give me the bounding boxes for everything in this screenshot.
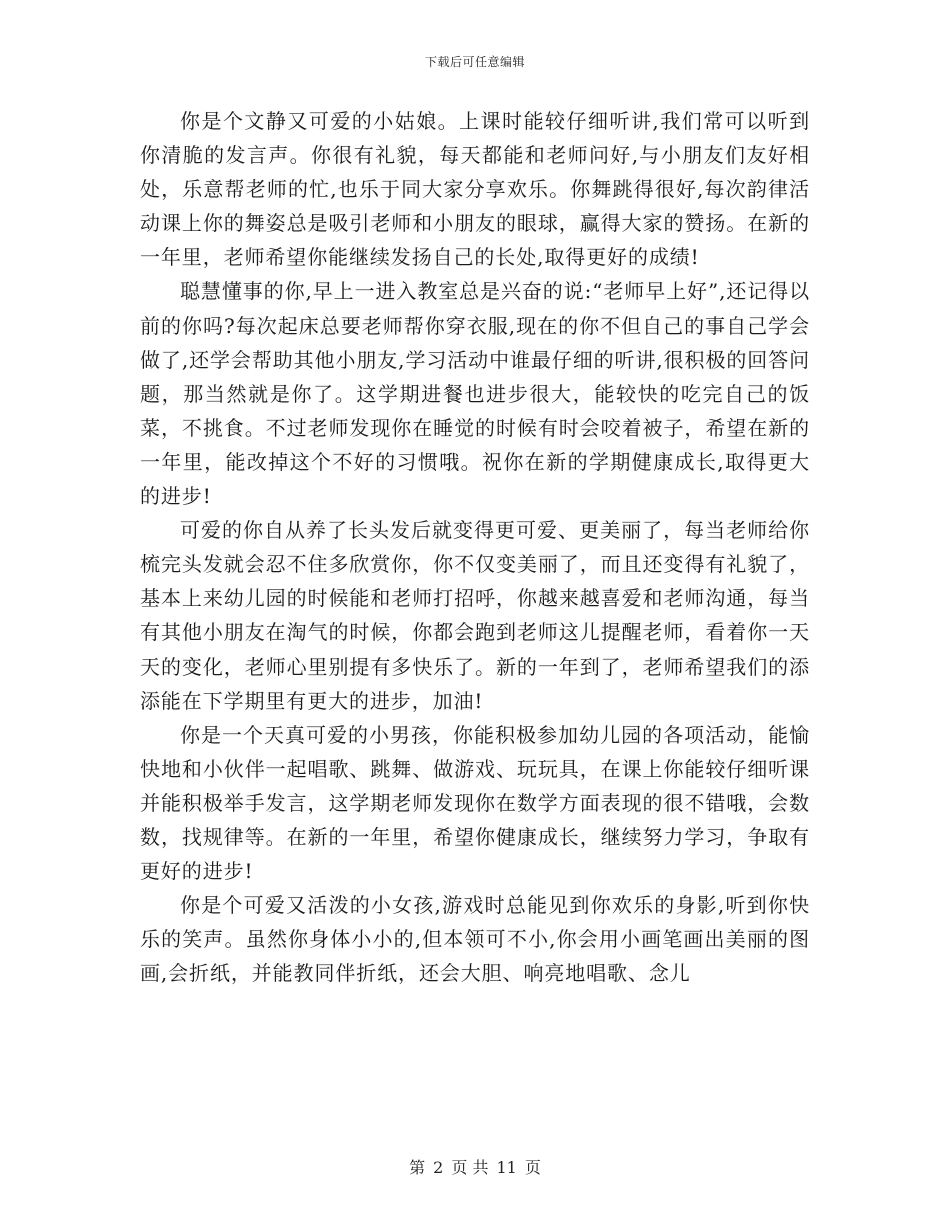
paragraph-3: 可爱的你自从养了长头发后就变得更可爱、更美丽了，每当老师给你梳完头发就会忍不住多欣赏你，你不仅变美丽了，而且还变得有礼貌了，基本上来幼儿园的时候能和老师打招呼，你越来越喜爱和老师沟通，每当有其他小朋友在淘气的时候，你都会跑到老师这儿提醒老师，看着你一天天的变化，老师心里别提有多快乐了。新的一年到了，老师希望我们的添添能在下学期里有更大的进步，加油! [140, 518, 810, 713]
document-body [140, 104, 810, 990]
paragraph-5: 你是个可爱又活泼的小女孩,游戏时总能见到你欢乐的身影,听到你快乐的笑声。虽然你身体小小的,但本领可不小,你会用小画笔画出美丽的图画,会折纸，并能教同伴折纸，还会大胆、响亮地唱歌、念儿 [140, 893, 810, 986]
paragraph-1: 你是个文静又可爱的小姑娘。上课时能较仔细听讲,我们常可以听到你清脆的发言声。你很有礼貌，每天都能和老师问好,与小朋友们友好相处，乐意帮老师的忙,也乐于同大家分享欢乐。你舞跳得很好,每次韵律活动课上你的舞姿总是吸引老师和小朋友的眼球，赢得大家的赞扬。在新的一年里，老师希望你能继续发扬自己的长处,取得更好的成绩! [140, 109, 810, 270]
paragraph-2: 聪慧懂事的你,早上一进入教室总是兴奋的说:“老师早上好”,还记得以前的你吗?每次起床总要老师帮你穿衣服,现在的你不但自己的事自己学会做了,还学会帮助其他小朋友,学习活动中谁最仔细的听讲,很积极的回答问题，那当然就是你了。这学期进餐也进步很大，能较快的吃完自己的饭菜，不挑食。不过老师发现你在睡觉的时候有时会咬着被子，希望在新的一年里，能改掉这个不好的习惯哦。祝你在新的学期健康成长,取得更大的进步! [140, 279, 810, 509]
footer-suffix: 页 [524, 1158, 541, 1177]
footer-total-pages: 11 [496, 1158, 517, 1177]
footer-mid: 页 共 [451, 1158, 489, 1177]
page-header-note: 下载后可任意编辑 [424, 55, 525, 69]
footer-current-page: 2 [433, 1158, 444, 1177]
page-number-footer [0, 1155, 950, 1178]
footer-prefix: 第 [409, 1158, 426, 1177]
paragraph-4: 你是一个天真可爱的小男孩，你能积极参加幼儿园的各项活动，能愉快地和小伙伴一起唱歌、跳舞、做游戏、玩玩具，在课上你能较仔细听课并能积极举手发言，这学期老师发现你在数学方面表现的很不错哦，会数数，找规律等。在新的一年里，希望你健康成长，继续努力学习，争取有更好的进步! [140, 722, 810, 884]
